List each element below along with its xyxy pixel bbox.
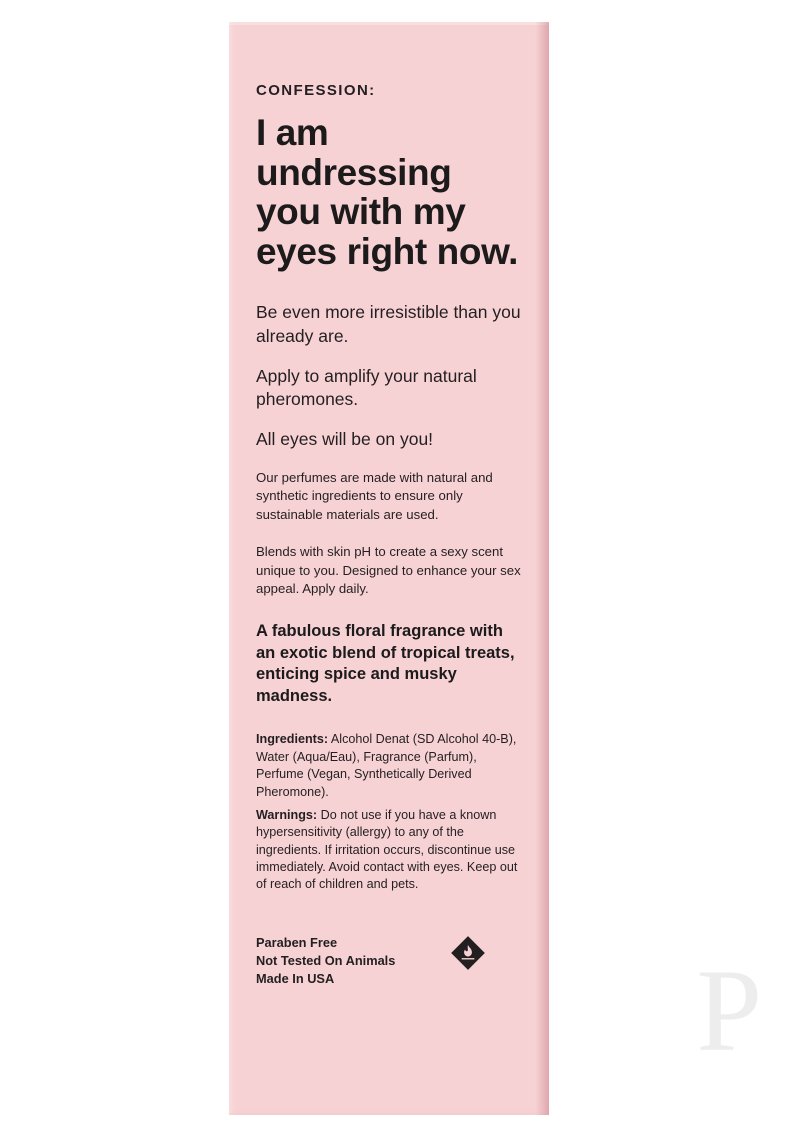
usage-note: Blends with skin pH to create a sexy scent unique to you. Designed to enhance your sex appeal. Apply daily. <box>256 543 521 597</box>
package-right-fold <box>535 22 549 1115</box>
warnings-paragraph <box>256 807 524 894</box>
ingredients-label: Ingredients: <box>256 732 329 747</box>
fragrance-description: A fabulous floral fragrance with an exotic blend of tropical treats, enticing spice and musky madness. <box>256 622 515 705</box>
package-back-panel <box>256 82 524 988</box>
lead-copy <box>256 301 524 451</box>
warnings-text: Do not use if you have a known hypersensitivity (allergy) to any of the ingredients. If irritation occurs, discontinue use immediately. Avoid contact with eyes. Keep out of reach of children and pets. <box>256 807 518 892</box>
claim-not-tested-on-animals: Not Tested On Animals <box>256 953 396 969</box>
ingredients-text: Alcohol Denat (SD Alcohol 40-B), Water (Aqua/Eau), Fragrance (Parfum), Perfume (Vegan, Synthetically Derived Pheromone). <box>256 732 517 799</box>
ingredients-paragraph <box>256 731 524 801</box>
product-package <box>229 22 549 1115</box>
lead-line-3: All eyes will be on you! <box>256 429 434 450</box>
flammable-diamond-icon <box>451 936 485 970</box>
package-top-edge <box>229 22 549 25</box>
claim-paraben-free: Paraben Free <box>256 934 338 950</box>
lead-line-1: Be even more irresistible than you already are. <box>256 302 521 346</box>
warnings-label: Warnings: <box>256 807 318 822</box>
sustainability-note: Our perfumes are made with natural and synthetic ingredients to ensure only sustainable materials are used. <box>256 469 493 523</box>
eyebrow-text: CONFESSION: <box>256 82 376 99</box>
claims-block <box>256 934 524 988</box>
lead-line-2: Apply to amplify your natural pheromones. <box>256 365 477 410</box>
claim-made-in-usa: Made In USA <box>256 971 335 987</box>
watermark-letter: P <box>696 945 762 1076</box>
headline: I am undressing you with my eyes right now. <box>256 112 518 272</box>
